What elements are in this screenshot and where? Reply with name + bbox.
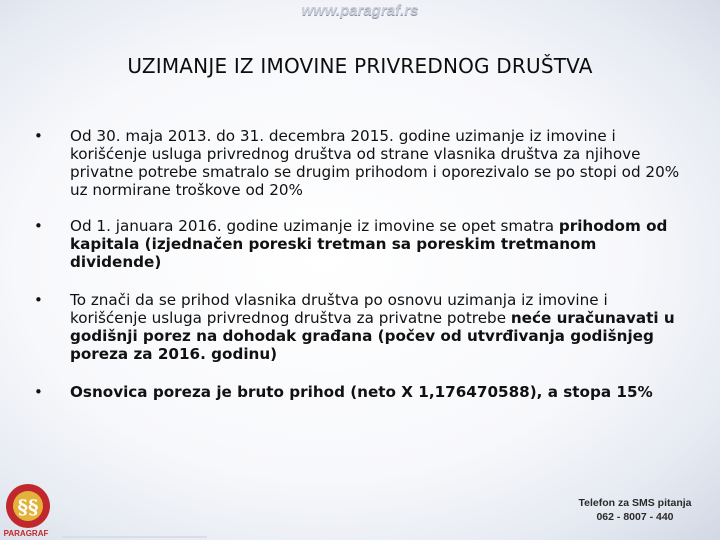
bullet-text-bold: prihodom od kapitala (izjednačen poreski tretman sa poreskim tretmanom dividende): [70, 217, 668, 271]
paragraf-logo: [0, 478, 60, 540]
site-url-watermark: www.paragraf.rs: [301, 2, 419, 19]
bullet-icon: •: [34, 383, 43, 401]
sms-contact: [560, 496, 710, 524]
bullet-icon: •: [34, 127, 43, 145]
bullet-text-bold: Osnovica poreza je bruto prihod (neto X 1,176470588), a stopa 15%: [70, 383, 653, 401]
bullet-text: Od 1. januara 2016. godine uzimanje iz imovine se opet smatra: [70, 217, 559, 235]
bullet-item: [34, 383, 684, 401]
logo-brand-text: PARAGRAF: [3, 529, 49, 538]
bullet-icon: •: [34, 217, 43, 235]
bullet-list: [34, 127, 684, 401]
bullet-item: [34, 217, 684, 271]
bullet-text: To znači da se prihod vlasnika društva po osnovu uzimanja iz imovine i korišćenje usluga privrednog društva za privatne potrebe: [70, 291, 608, 327]
bullet-text-bold: neće uračunavati u godišnji porez na dohodak građana (počev od utvrđivanja godišnjeg poreza za 2016. godinu): [70, 309, 675, 363]
slide-title: UZIMANJE IZ IMOVINE PRIVREDNOG DRUŠTVA: [127, 54, 593, 78]
sms-number: 062 - 8007 - 440: [596, 511, 674, 523]
bullet-icon: •: [34, 291, 43, 309]
bullet-text: Od 30. maja 2013. do 31. decembra 2015. godine uzimanje iz imovine i korišćenje usluga privrednog društva od strane vlasnika društva za njihove privatne potrebe smatralo se drugim prihodom i oporezivalo se po stopi od 20% uz normirane troškove od 20%: [70, 127, 680, 199]
logo-section-sign: §§: [17, 495, 39, 519]
sms-label: Telefon za SMS pitanja: [578, 497, 692, 509]
footer-divider: [62, 536, 207, 538]
bullet-item: [34, 127, 684, 199]
bullet-item: [34, 291, 684, 363]
